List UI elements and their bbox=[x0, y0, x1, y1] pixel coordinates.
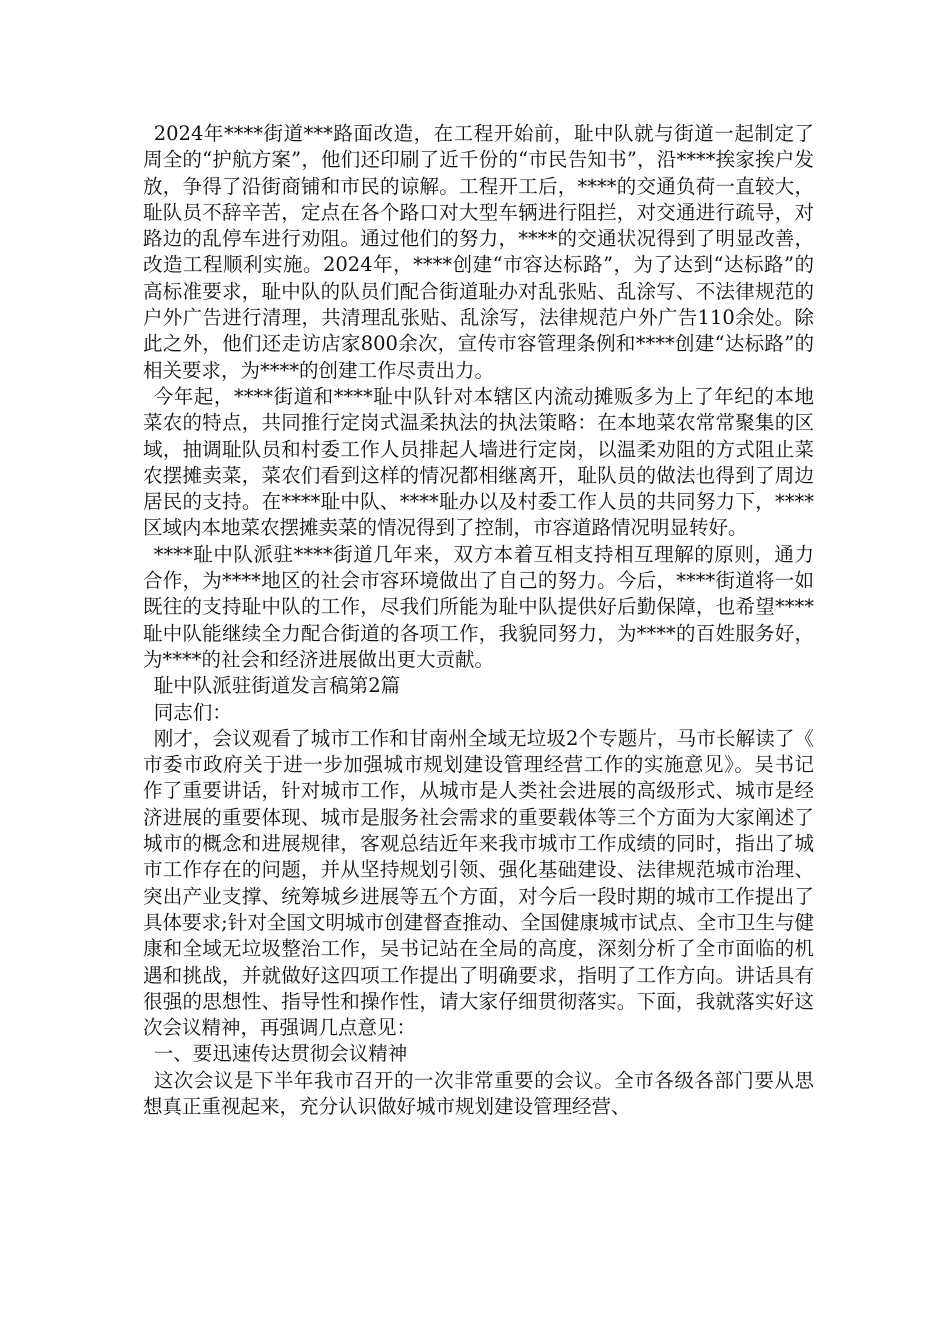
subsection-heading: 一、要迅速传达贯彻会议精神 bbox=[153, 1042, 408, 1066]
body-paragraph-5: 这次会议是下半年我市召开的一次非常重要的会议。全市各级各部门要从思想真正重视起来，充分认识做好城市规划建设管理经营、 bbox=[143, 1068, 814, 1118]
body-paragraph-2: 今年起，****街道和****耻中队针对本辖区内流动摊贩多为上了年纪的本地菜农的特点，共同推行定岗式温柔执法的执法策略：在本地菜农常常聚集的区域，抽调耻队员和村委工作人员排起人墙进行定岗，以温柔劝阻的方式阻止菜农摆摊卖菜，菜农们看到这样的情况都相继离开，耻队员的做法也得到了周边居民的支持。在****耻中队、****耻办以及村委工作人员的共同努力下，****区域内本地菜农摆摊卖菜的情况得到了控制，市容道路情况明显转好。 bbox=[143, 384, 814, 540]
body-paragraph-4: 刚才，会议观看了城市工作和甘南州全域无垃圾2个专题片，马市长解读了《市委市政府关于进一步加强城市规划建设管理经营工作的实施意见》。吴书记作了重要讲话，针对城市工作，从城市是人类社会进展的高级形式、城市是经济进展的重要体现、城市是服务社会需求的重要载体等三个方面为大家阐述了城市的概念和进展规律，客观总结近年来我市城市工作成绩的同时，指出了城市工作存在的问题，并从坚持规划引领、强化基础建设、法律规范城市治理、突出产业支撑、统筹城乡进展等五个方面，对今后一段时期的城市工作提出了具体要求;针对全国文明城市创建督查推动、全国健康城市试点、全市卫生与健康和全域无垃圾整治工作，吴书记站在全局的高度，深刻分析了全市面临的机遇和挑战，并就做好这四项工作提出了明确要求，指明了工作方向。讲话具有很强的思想性、指导性和操作性，请大家仔细贯彻落实。下面，我就落实好这次会议精神，再强调几点意见： bbox=[143, 726, 814, 1040]
body-paragraph-3: ****耻中队派驻****街道几年来，双方本着互相支持相互理解的原则，通力合作，为****地区的社会市容环境做出了自己的努力。今后，****街道将一如既往的支持耻中队的工作，尽我们所能为耻中队提供好后勤保障，也希望****耻中队能继续全力配合街道的各项工作，我貌同努力，为****的百姓服务好，为****的社会和经济进展做出更大贡献。 bbox=[143, 542, 814, 671]
document-body bbox=[143, 121, 814, 1120]
section-title: 耻中队派驻街道发言稿第2篇 bbox=[153, 674, 401, 698]
body-paragraph-1: 2024年****街道***路面改造，在工程开始前，耻中队就与街道一起制定了周全的“护航方案”，他们还印刷了近千份的“市民告知书”，沿****挨家挨户发放，争得了沿街商铺和市民的谅解。工程开工后，****的交通负荷一直较大，耻队员不辞辛苦，定点在各个路口对大型车辆进行阻拦，对交通进行疏导，对路边的乱停车进行劝阻。通过他们的努力，****的交通状况得到了明显改善，改造工程顺利实施。2024年，****创建“市容达标路”，为了达到“达标路”的高标准要求，耻中队的队员们配合街道耻办对乱张贴、乱涂写、不法律规范的户外广告进行清理，共清理乱张贴、乱涂写，法律规范户外广告110余处。除此之外，他们还走访店家800余次，宣传市容管理条例和****创建“达标路”的相关要求，为****的创建工作尽责出力。 bbox=[143, 122, 814, 382]
salutation: 同志们： bbox=[153, 700, 232, 724]
